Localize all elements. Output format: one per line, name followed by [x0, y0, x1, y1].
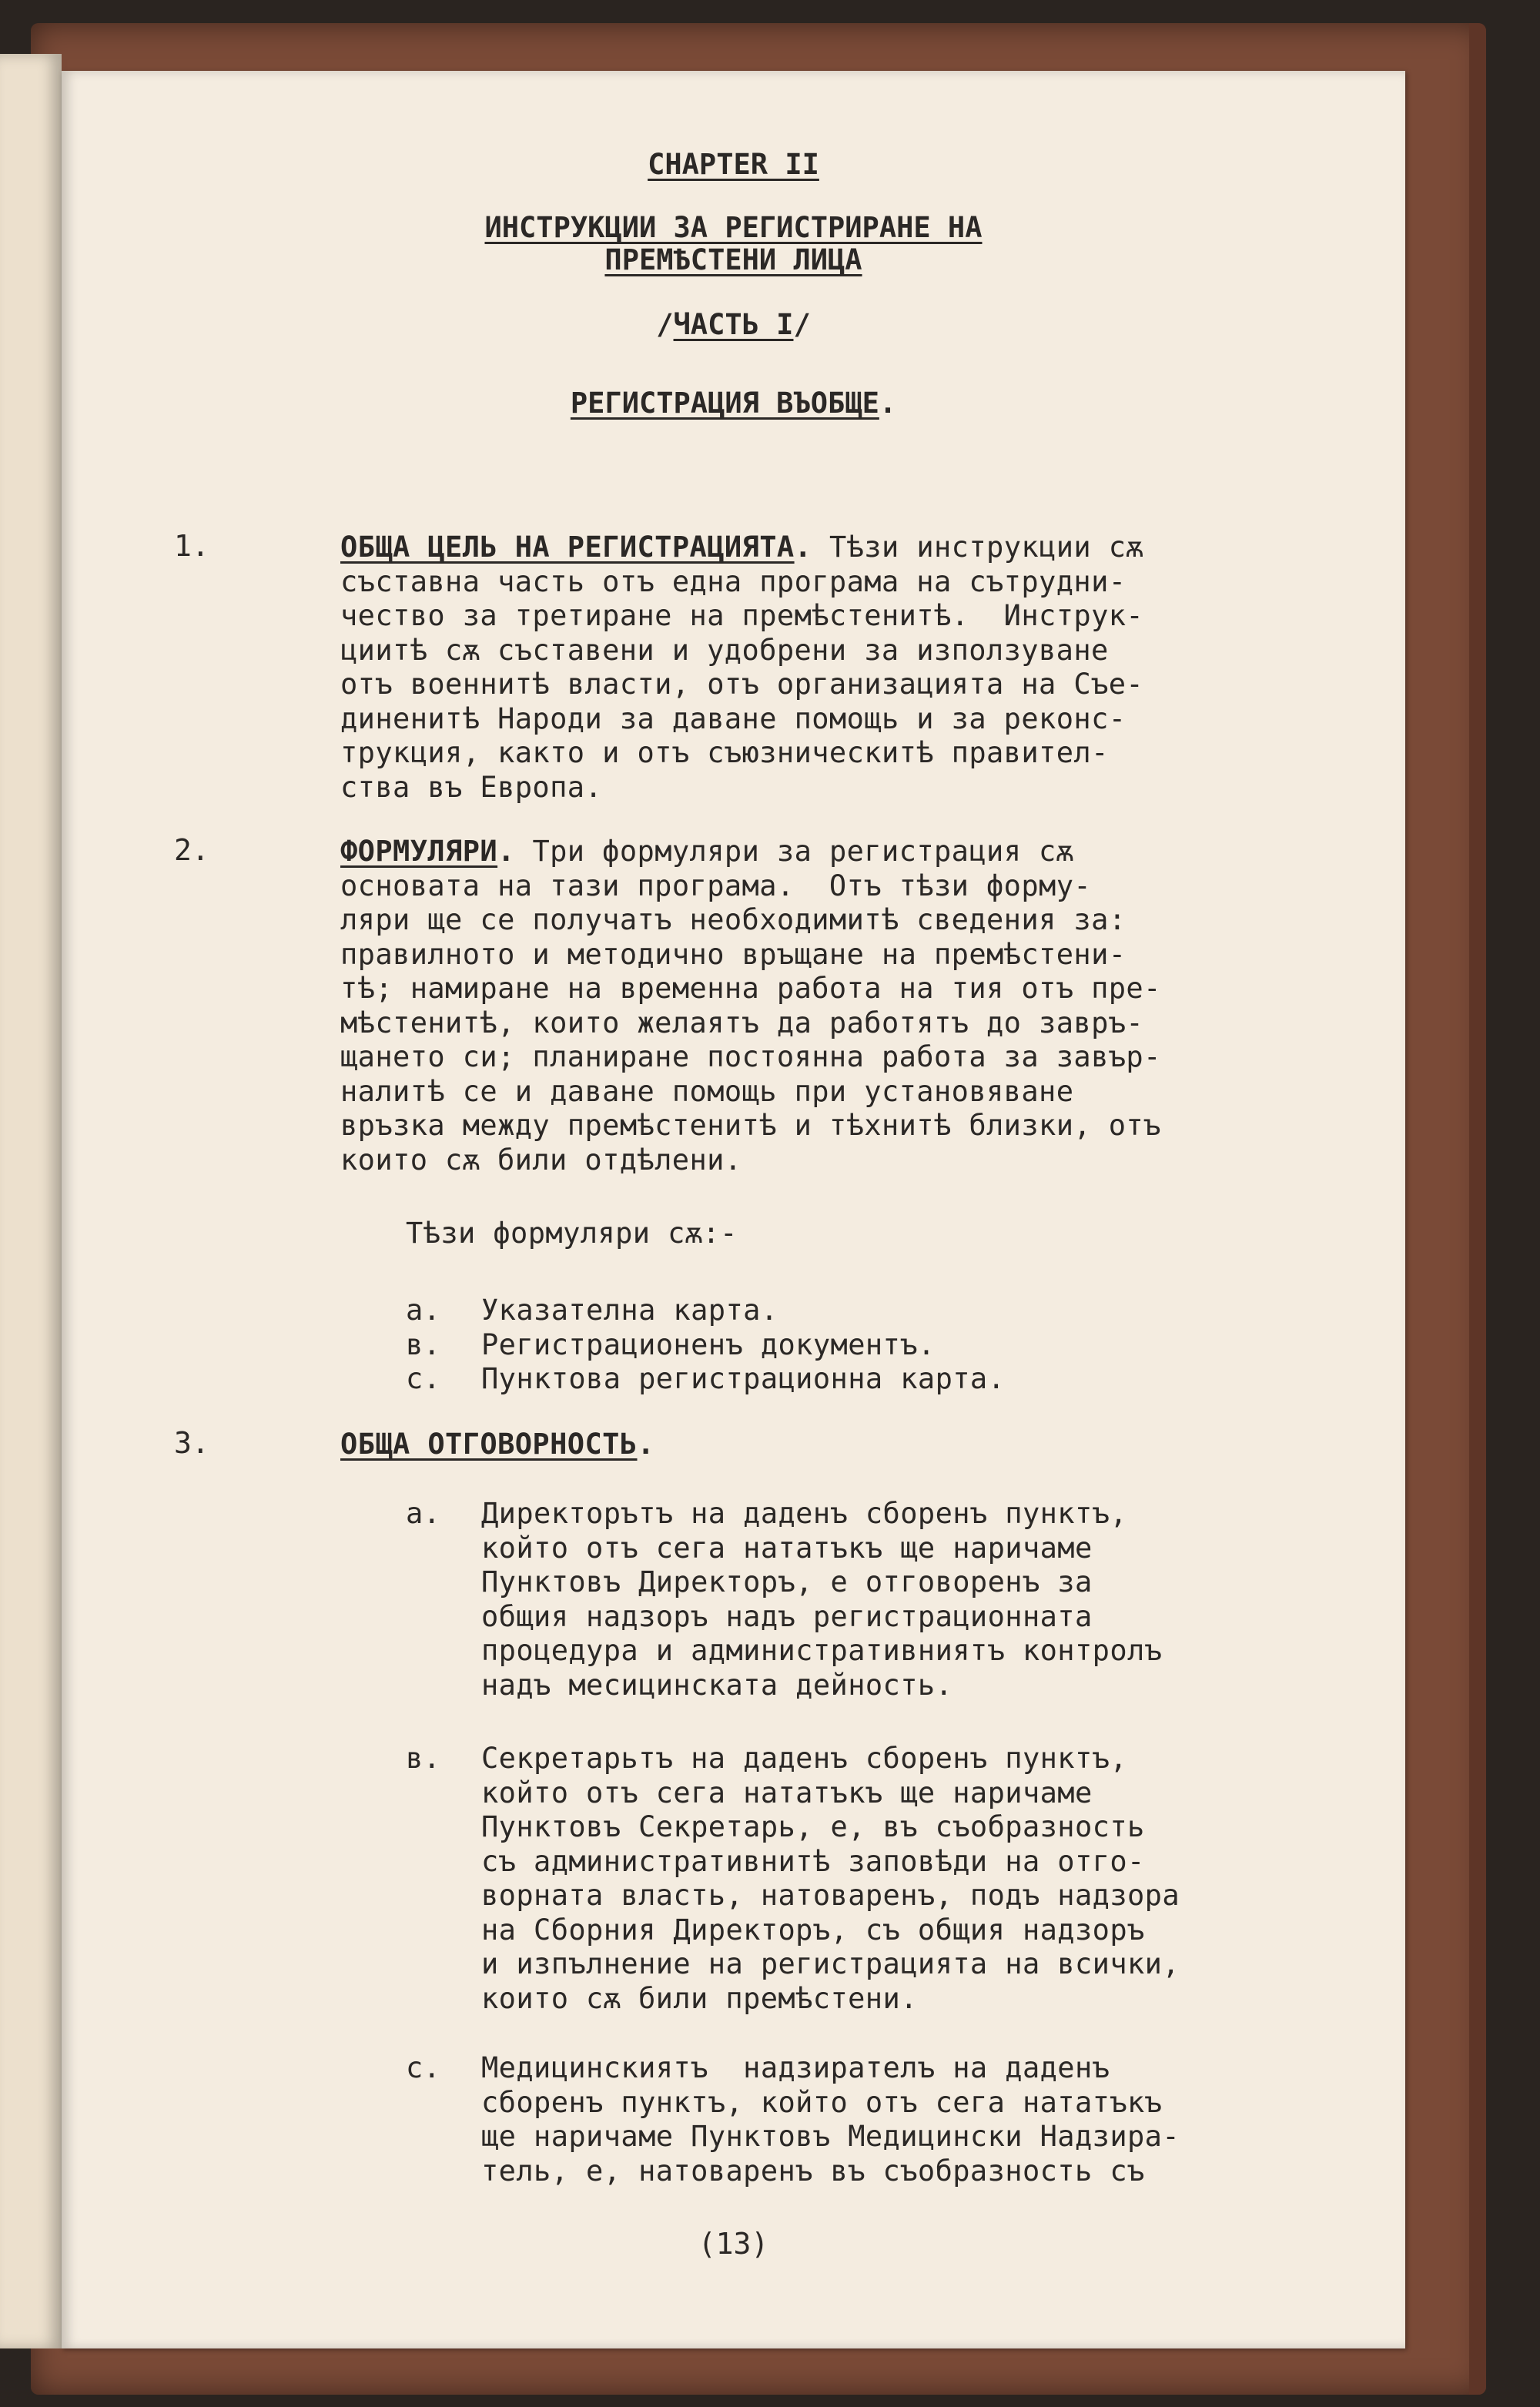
subitem-letter: a. — [406, 1497, 441, 1530]
section-3-heading: ОБЩА ОТГОВОРНОСТЬ — [340, 1428, 638, 1461]
part-heading: /ЧАСТЬ I/ — [656, 308, 811, 341]
forms-intro: Тѣзи формуляри сѫ:- — [406, 1217, 738, 1250]
section-number: 3. — [174, 1426, 209, 1460]
book-cover-edge — [1469, 23, 1486, 2395]
section-2-heading: ФОРМУЛЯРИ — [340, 835, 498, 868]
forms-list — [481, 1294, 1005, 1397]
section-number: 1. — [174, 529, 209, 563]
section-1-paragraph: ОБЩА ЦЕЛЬ НА РЕГИСТРАЦИЯТА. Тѣзи инструкции сѫ съставна часть отъ една програма на сътрудни- чество за третиране на премѣстенитѣ. Инструк- циитѣ сѫ съставени и удобрени за използуване отъ военнитѣ власти, отъ организацията на Съе- диненитѣ Народи за даване помощь и за реконс- трукция, както и отъ съюзническитѣ правител- ства въ Европа. — [340, 531, 1144, 804]
title-line-2: ПРЕМѢСТЕНИ ЛИЦА — [604, 243, 862, 276]
list-item: Пунктова регистрационна карта. — [481, 1362, 1006, 1395]
page-number: (13) — [698, 2227, 769, 2261]
subitem-b-text: Секретарьтъ на даденъ сборенъ пунктъ, който отъ сега нататъкъ ще наричаме Пунктовъ Секретарь, е, въ съобразность съ административнитѣ заповѣди на отго- ворната власть, натоваренъ, подъ надзора на Сборния Директоръ, съ общия надзоръ и изпълнение на регистрацията на всички, които сѫ били премѣстени. — [481, 1742, 1180, 2015]
section-3-heading-line: ОБЩА ОТГОВОРНОСТЬ. — [340, 1428, 655, 1461]
subitem-letter: в. — [406, 1742, 441, 1775]
list-item: Регистрационенъ документъ. — [481, 1327, 936, 1361]
title-line-1: ИНСТРУКЦИИ ЗА РЕГИСТРИРАНЕ НА — [484, 211, 983, 244]
chapter-heading: CHAPTER II — [648, 148, 819, 181]
section-heading: РЕГИСТРАЦИЯ ВЪОБЩЕ. — [570, 387, 897, 420]
section-1-heading: ОБЩА ЦЕЛЬ НА РЕГИСТРАЦИЯТА — [340, 531, 795, 564]
list-item: Указателна карта. — [481, 1294, 778, 1327]
forms-list-letters: a. в. c. — [406, 1294, 441, 1395]
document-page — [62, 71, 1405, 2348]
subitem-c-text: Медицинскиятъ надзирателъ на даденъ сборенъ пунктъ, който отъ сега нататъкъ ще наричаме Пунктовъ Медицински Надзира- тель, е, натоваренъ въ съобразность съ — [481, 2051, 1180, 2188]
section-number: 2. — [174, 833, 209, 867]
facing-page-edge — [0, 54, 62, 2348]
subitem-a-text: Директорътъ на даденъ сборенъ пунктъ, който отъ сега нататъкъ ще наричаме Пунктовъ Директоръ, е отговоренъ за общия надзоръ надъ регистрационната процедура и административниятъ контролъ надъ месицинската дейность. — [481, 1497, 1163, 1702]
section-2-paragraph: ФОРМУЛЯРИ. Три формуляри за регистрация сѫ основата на тази програма. Отъ тѣзи форму- ляри ще се получатъ необходимитѣ сведения за: правилното и методично връщане на премѣстени- тѣ; намиране на временна работа на тия отъ пре- мѣстенитѣ, които желаятъ да работятъ до завръ- щането си; планиране постоянна работа за завър- налитѣ се и даване помощь при установяване връзка между премѣстенитѣ и тѣхнитѣ близки, отъ които сѫ били отдѣлени. — [340, 835, 1161, 1177]
subitem-letter: c. — [406, 2051, 441, 2084]
